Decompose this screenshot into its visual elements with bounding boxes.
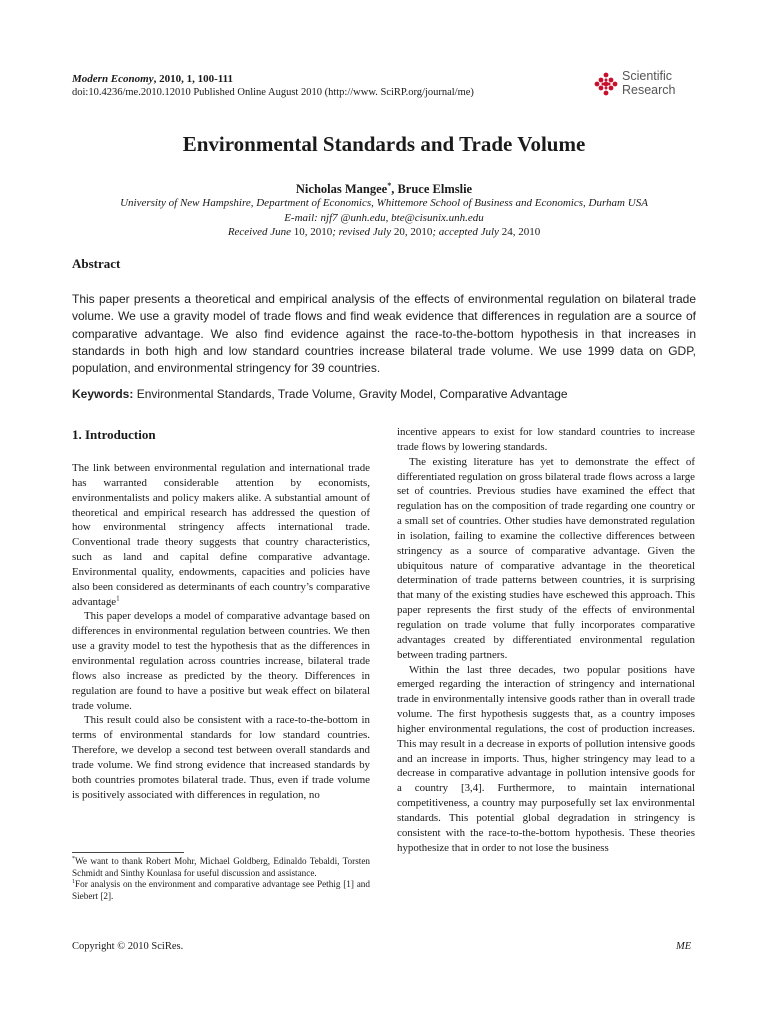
intro-paragraph-1-text: The link between environmental regulation and international trade has warranted considerable attention by economists, environmentalists and policy makers alike. A substantial amount of theoretical and empirical research has addressed the question of how environmental stringency affects international trade. Conventional trade theory suggests that country characteristics, such as land and capital define comparative advantage. Environmental quality, endowments, capacities and policies have also been considered as determinants of each country’s comparative advantage: [72, 462, 370, 608]
accepted-date: 24, 2010: [501, 226, 541, 238]
logo-dot: [595, 82, 600, 87]
footnote-mark-star: *: [72, 855, 75, 862]
publisher-logo-icon: [594, 72, 618, 96]
logo-dot: [608, 83, 611, 86]
received-label: Received June: [227, 226, 294, 238]
journal-name: Modern Economy: [72, 73, 154, 85]
affiliation: University of New Hampshire, Department of Economics, Whittemore School of Business and Economics, Durham USA: [120, 197, 648, 209]
received-dates: [0, 225, 768, 239]
footnote-ref-1: 1: [116, 593, 120, 602]
copyright: Copyright © 2010 SciRes.: [72, 941, 184, 952]
logo-dot: [602, 83, 605, 86]
footnote-acknowledgement: [72, 856, 370, 879]
author-footnote-mark: *: [387, 181, 392, 190]
footnote-divider: [72, 852, 184, 853]
right-column: [397, 425, 695, 855]
logo-dot: [613, 82, 618, 87]
logo-dot: [605, 87, 608, 90]
logo-dot: [604, 91, 609, 96]
accepted-label: ; accepted July: [432, 226, 502, 238]
doi-line: doi:10.4236/me.2010.12010 Published Online August 2010 (http://www. SciRP.org/journal/me): [72, 87, 474, 98]
intro-paragraph-3: This result could also be consistent with a race-to-the-bottom in terms of environmental standards for low standard countries. Therefore, we develop a second test between overall standards and trade volume. We find strong evidence that increased standards by both countries promotes bilateral trade. Thus, even if trade volume is positively associated with differences in regulation, no: [72, 714, 370, 801]
intro-paragraph-1: [72, 461, 370, 609]
logo-dot: [605, 79, 608, 82]
abstract-text: This paper presents a theoretical and empirical analysis of the effects of environmental regulation on bilateral trade volume. We use a gravity model of trade flows and find weak evidence that differences in regulation are a source of comparative advantage. We also find evidence against the race-to-the-bottom hypothesis in that increases in standards in both high and low standard countries increase bilateral trade volume. We use 1999 data on GDP, population, and environmental stringency for 39 countries.: [72, 292, 696, 376]
author-first: Nicholas Mangee: [295, 182, 388, 197]
logo-text: [622, 70, 676, 97]
received-date: 10, 2010: [293, 226, 333, 238]
author-rest: , Bruce Elmslie: [391, 182, 473, 197]
journal-volume: , 2010, 1, 100-111: [153, 73, 234, 85]
authors: [0, 178, 768, 197]
footnotes: [72, 856, 370, 902]
keywords-text: Environmental Standards, Trade Volume, Gravity Model, Comparative Advantage: [133, 387, 568, 401]
scientific-research-logo: [594, 70, 704, 100]
revised-date: 20, 2010: [393, 226, 433, 238]
logo-text-line2: Research: [622, 82, 676, 97]
footnote-text-1: We want to thank Robert Mohr, Michael Goldberg, Edinaldo Tebaldi, Torsten Schmidt and Sinthy Kounlasa for useful discussion and assistance.: [72, 856, 370, 878]
journal-abbreviation: ME: [676, 941, 692, 952]
logo-dot: [599, 78, 604, 83]
email-line: E-mail: njf7 @unh.edu, bte@cisunix.unh.edu: [284, 212, 484, 224]
intro-paragraph-5: The existing literature has yet to demonstrate the effect of differentiated regulation on gross bilateral trade flows across a large set of countries. Previous studies have examined the effect that regulation has on the composition of trade regarding one country or a small set of countries. Other studies have demonstrated regulation in isolation, failing to examine the collective differences between stringency as a source of comparative advantage. Given the ubiquitous nature of comparative advantage in the theoretical determination of trade patterns between countries, it is surprising that many of the existing studies have eschewed this approach. This paper represents the first study of the effects of environmental regulation on trade volume that fully incorporates comparative advantages created by differentiated environmental regulation between trading partners.: [397, 455, 695, 661]
intro-paragraph-6: Within the last three decades, two popular positions have emerged regarding the interaction of stringency and international trade in environmentally intensive goods rather than in overall trade volume. The first hypothesis suggests that, as a country imposes higher environmental regulations, the cost of production increases. This may result in a decrease in exports of pollution intensive goods and an increase in imports. Thus, higher stringency may lead to a decrease in comparative advantage in pollution intensive goods for a country [3,4]. Furthermore, to maintain international competitiveness, a country may purposefully set lax environmental standards. This potential global degradation in stringency is consistent with the race-to-the-bottom hypothesis. These theories hypothesize that in order to not lose the business: [397, 663, 695, 854]
intro-paragraph-4: incentive appears to exist for low standard countries to increase trade flows by lowering standards.: [397, 426, 695, 453]
footnote-text-2: For analysis on the environment and comparative advantage see Pethig [1] and Siebert [2].: [72, 879, 370, 901]
keywords-label: Keywords:: [72, 387, 134, 401]
logo-dot: [609, 78, 614, 83]
logo-dot: [609, 86, 614, 91]
logo-dot: [604, 73, 609, 78]
logo-dot: [599, 86, 604, 91]
keywords: [72, 386, 696, 402]
footnote-1: [72, 879, 370, 902]
section-heading-introduction: 1. Introduction: [72, 427, 156, 442]
left-column: [72, 427, 370, 802]
paper-title: Environmental Standards and Trade Volume: [182, 132, 586, 156]
logo-text-line1: Scientific: [622, 69, 673, 83]
intro-paragraph-2: This paper develops a model of comparative advantage based on differences in environmental regulation between countries. We then use a gravity model to test the hypothesis that as the differences in environmental regulation across countries increase, bilateral trade flows also increase as predicted by the theory. Differences in regulation are found to have a positive but weak effect on bilateral trade volume.: [72, 610, 370, 712]
journal-citation: [72, 72, 233, 86]
abstract-heading: Abstract: [72, 256, 121, 271]
footnote-mark-1: 1: [72, 879, 75, 886]
revised-label: ; revised July: [332, 226, 394, 238]
